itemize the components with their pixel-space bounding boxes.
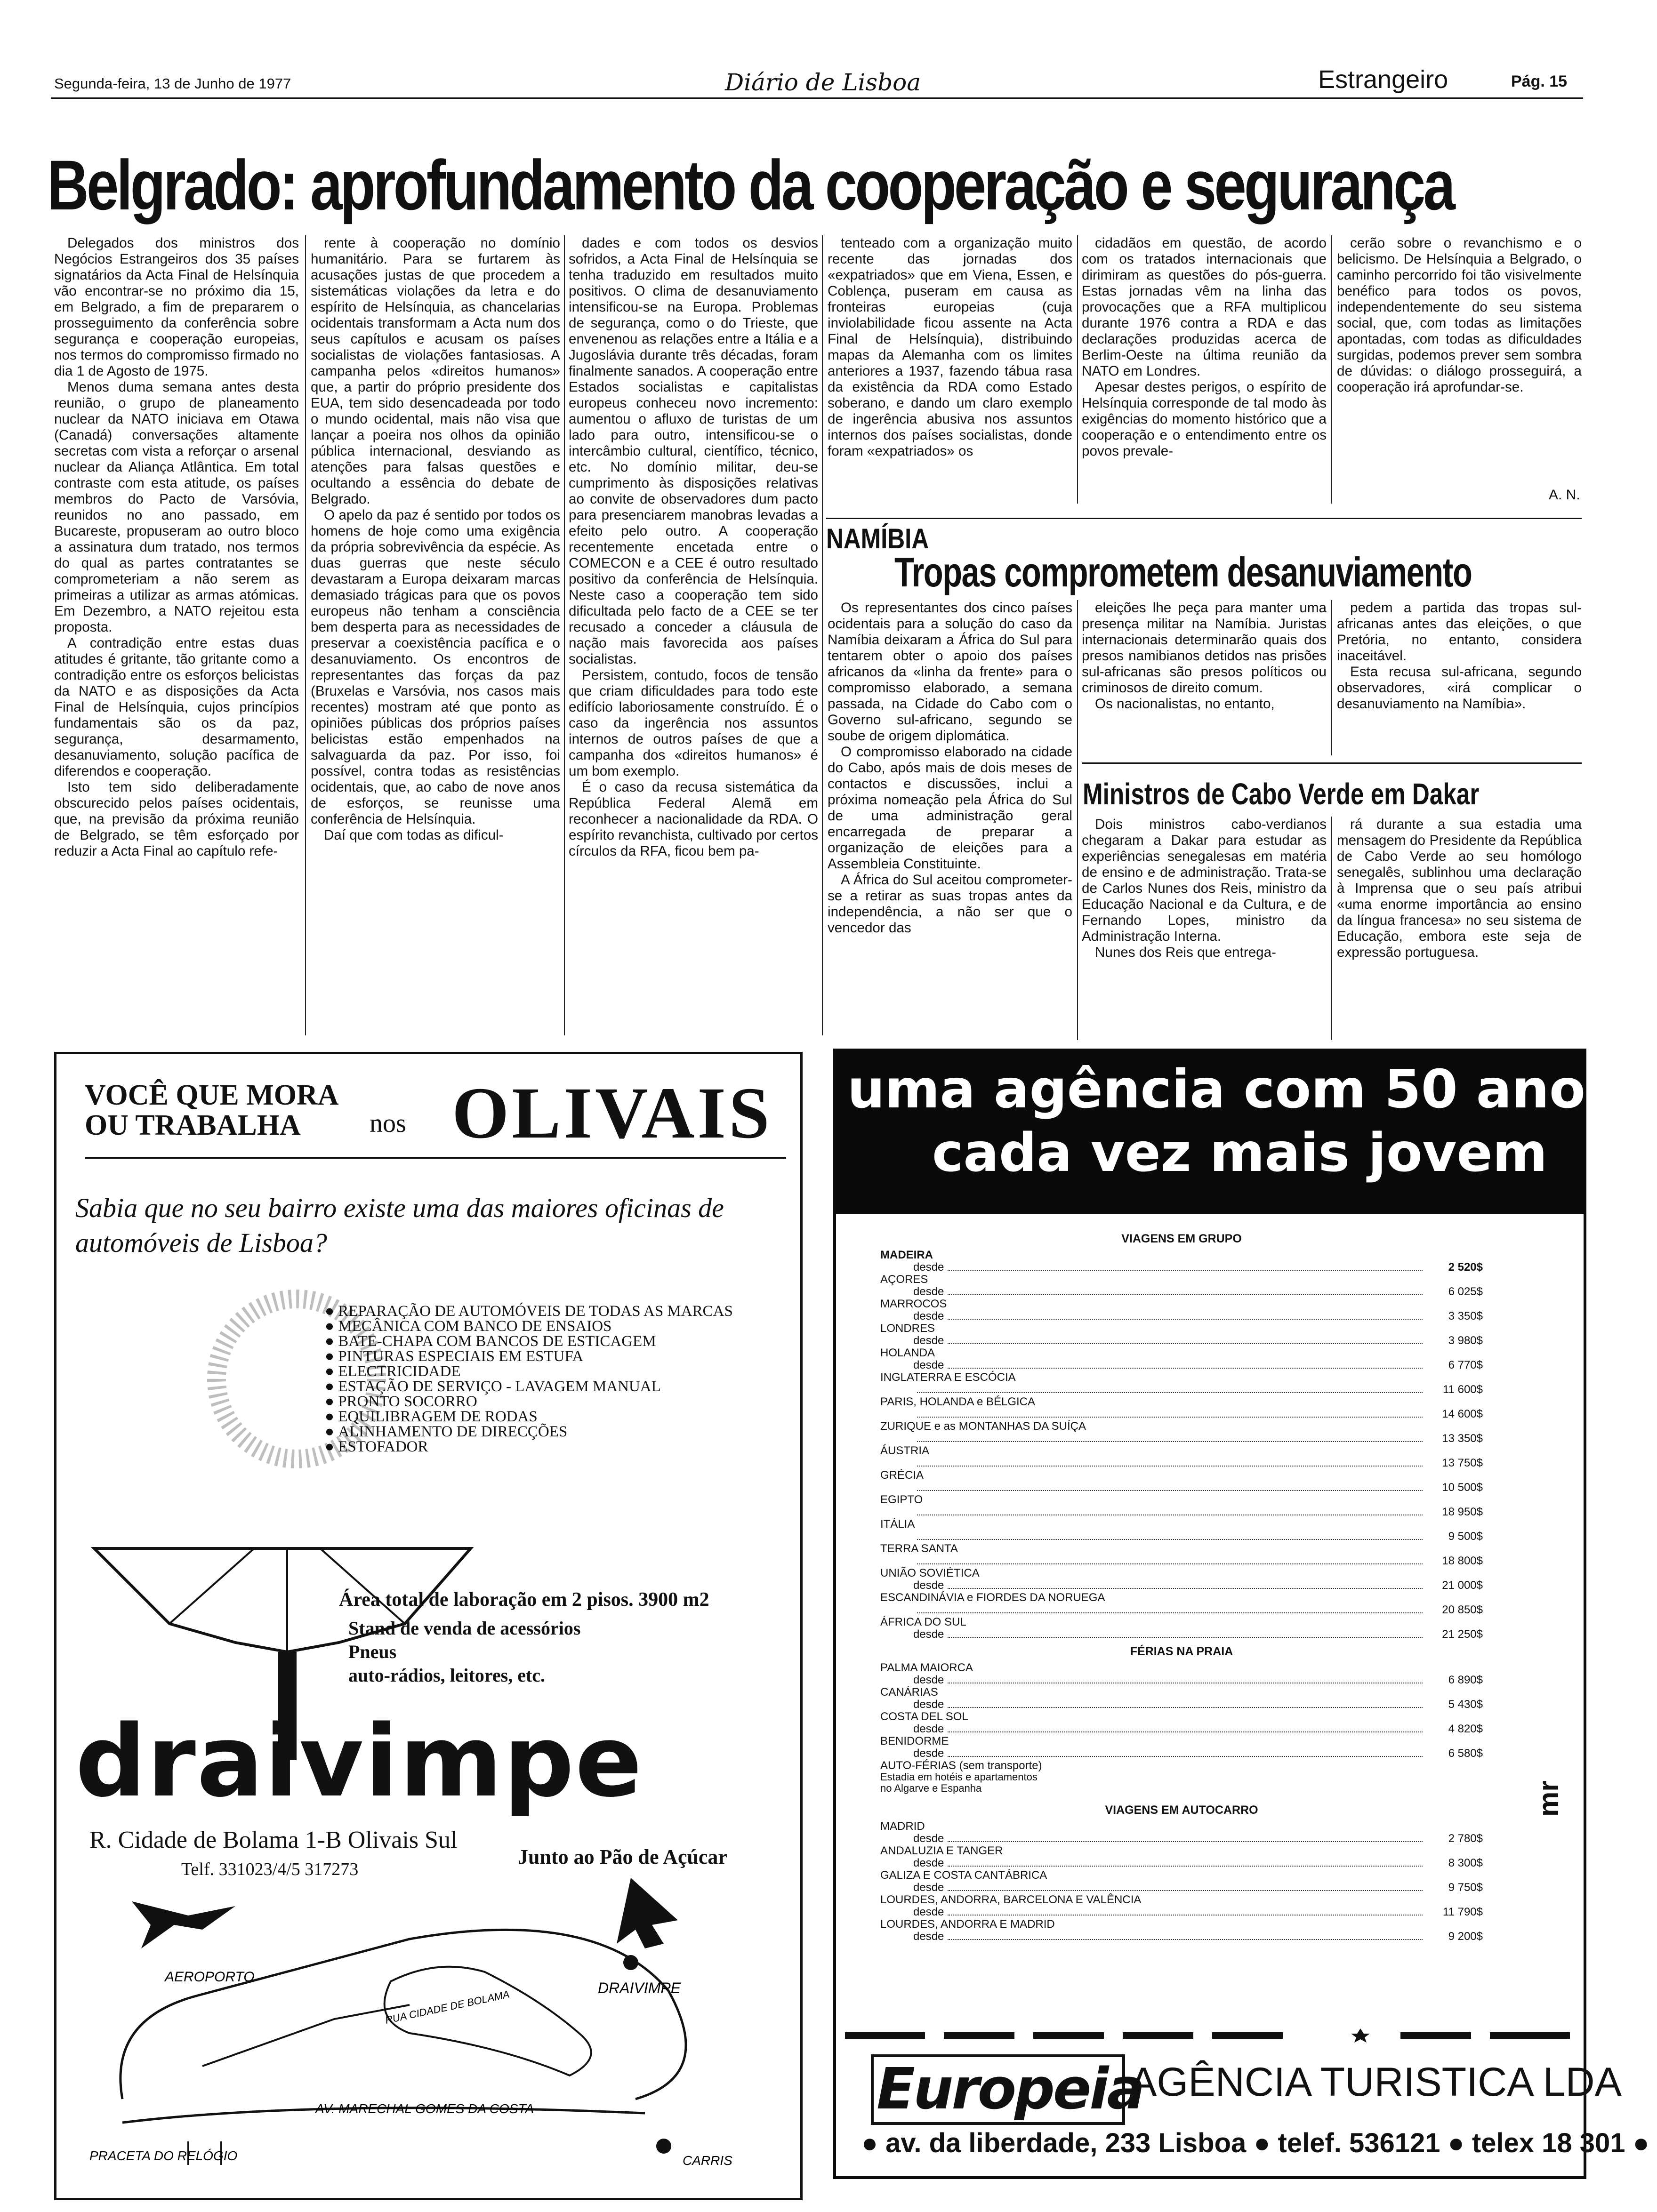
ad-floor-area: Área total de laboração em 2 pisos. 3900 m2 [339,1589,709,1611]
price-row [880,1457,1483,1470]
destination-name: LOURDES, ANDORRA, BARCELONA E VALÊNCIA [880,1893,1142,1906]
price-value: 14 600$ [1442,1408,1483,1420]
price-value: 18 950$ [1442,1506,1483,1518]
price-row [880,1674,1483,1687]
ad-place-name: OLIVAIS [452,1072,772,1154]
destination-entry [880,1617,1483,1641]
leader-dots [948,1939,1423,1940]
price-value: 18 800$ [1442,1555,1483,1567]
price-row [880,1723,1483,1736]
paragraph: Menos duma semana antes desta reunião, o grupo de planeamento nuclear da NATO iniciava em Otawa (Canadá) conversações altamente secretas com vista a reforçar o arsenal nuclear da Aliança Atlântica. Em total contraste com esta atitude, os países membros do Pacto de Varsóvia, reunidos no ano passado, em Bucareste, propuseram ao outro bloco a assinatura dum tratado, nos termos do qual as partes contratantes se comprometeriam a não serem as primeiras a utilizar as armas atómicas. Em Dezembro, a NATO rejeitou esta proposta. [54,379,299,635]
destination-entry [880,1250,1483,1274]
price-value: 3 980$ [1448,1334,1483,1347]
price-value: 3 350$ [1448,1310,1483,1322]
destination-entry [880,1445,1483,1470]
map-label-carris: CARRIS [683,2153,732,2168]
service-item: ● PINTURAS ESPECIAIS EM ESTUFA [325,1349,733,1364]
leader-dots [948,1637,1423,1638]
paragraph: Os representantes dos cinco países ocidentais para a solução do caso da Namíbia deixaram a África do Sul para tentarem obter o apoio dos países africanos da «linha da frente» para o compromisso elaborado, a semana passada, na Cidade do Cabo com o Governo sul-africano, segundo se soube de origem diplomática. [828,600,1072,744]
caboverde-column-1 [1082,817,1327,1047]
price-value: 6 025$ [1448,1285,1483,1298]
price-row [880,1698,1483,1711]
destination-entry [880,1372,1483,1396]
paragraph: Isto tem sido deliberadamente obscurecido pelos países ocidentais, que, na previsão da próxima reunião de Belgrado, se têm esforçado por reduzir a Acta Final ao capítulo refe- [54,779,299,859]
price-value: 2 780$ [1448,1832,1483,1845]
auto-ferias: AUTO-FÉRIAS (sem transporte) [880,1759,1042,1772]
map-label-avenue: AV. MARECHAL GOMES DA COSTA [315,2101,534,2116]
price-qualifier: desde [913,1930,944,1943]
destination-name: PARIS, HOLANDA e BÉLGICA [880,1395,1036,1408]
lead-column-6 [1337,235,1582,480]
leader-dots [948,1731,1423,1732]
service-item: ● ESTAÇÃO DE SERVIÇO - LAVAGEM MANUAL [325,1379,733,1394]
destination-name: PALMA MAIORCA [880,1661,973,1674]
leader-dots [917,1392,1423,1393]
namibia-column-1 [828,600,1072,1047]
location-marker-icon [623,1955,638,1970]
price-value: 9 750$ [1448,1881,1483,1894]
destination-entry [880,1919,1483,1943]
price-row [880,1530,1483,1543]
ad-tagline: Sabia que no seu bairro existe uma das maiores oficinas de automóveis de Lisboa? [75,1193,724,1258]
leader-dots [948,1707,1423,1708]
ad-intro-line-2: OU TRABALHA [85,1109,301,1141]
destination-name: LOURDES, ANDORRA E MADRID [880,1918,1055,1931]
price-row [880,1603,1483,1617]
paragraph: Persistem, contudo, focos de tensão que criam dificuldades para todo este edifício laboriosamente construído. É o caso da ingerência nos assuntos internos de outros países de que a campanha dos «direitos humanos» é um bom exemplo. [569,667,818,779]
paragraph: Os nacionalistas, no entanto, [1095,696,1275,712]
price-row [880,1857,1483,1870]
destination-entry [880,1543,1483,1568]
paragraph: eleições lhe peça para manter uma presença militar na Namíbia. Juristas internacionais determinarão quais dos presos namibianos detidos nas prisões sul-africanas são presos políticos ou criminosos de direito comum. [1082,600,1327,696]
agency-mark: mr [1533,1780,1564,1817]
leader-dots [917,1441,1423,1442]
destination-entry [880,1396,1483,1421]
lead-column-4 [828,235,1072,513]
destination-name: GRÉCIA [880,1469,924,1482]
destination-entry [880,1274,1483,1298]
leader-dots [948,1866,1423,1867]
masthead: Diário de Lisboa [725,69,921,96]
service-item: ● MECÂNICA COM BANCO DE ENSAIOS [325,1319,733,1334]
paragraph: Daí que com todas as dificul- [324,827,504,843]
lead-column-1 [54,235,299,1045]
leader-dots [917,1417,1423,1418]
service-item: ● ELECTRICIDADE [325,1364,733,1379]
destination-name: BENIDORME [880,1735,949,1747]
price-value: 20 850$ [1442,1603,1483,1616]
paragraph: cidadãos em questão, de acordo com os tratados internacionais que dirimiram as questões do pós-guerra. Estas jornadas vêm na linha das provocações que a RFA multiplicou durante 1976 contra a RDA e das declarações produzidas acerca de Berlim-Oeste na última reunião da NATO em Londres. [1082,235,1327,379]
services-list [325,1304,733,1454]
price-value: 21 250$ [1442,1628,1483,1641]
destination-name: TERRA SANTA [880,1542,958,1555]
paragraph: Esta recusa sul-africana, segundo observadores, «irá complicar o desanuviamento na Namíbia». [1337,664,1582,712]
paragraph: A contradição entre estas duas atitudes é gritante, tão gritante como a contradição entre os esforços belicistas da NATO e as disposições da Acta Final de Helsínquia, cujos princípios fundamentais são os da paz, segurança, desarmamento, desanuviamento, solução pacífica de diferendos e cooperação. [54,635,299,779]
destination-entry [880,1845,1483,1870]
paragraph: A África do Sul aceitou comprometer-se a retirar as suas tropas antes da independência, a não ser que o vencedor das [828,872,1072,936]
ad-stand: Stand de venda de acessórios [348,1618,581,1639]
ad-phone: Telf. 331023/4/5 317273 [181,1859,359,1879]
leader-dots [948,1343,1423,1344]
beach-holidays-list [880,1662,1483,1760]
destination-name: ÁUSTRIA [880,1444,930,1457]
price-value: 21 000$ [1442,1579,1483,1592]
ad-landmark: Junto ao Pão de Açúcar [518,1845,727,1868]
destination-entry [880,1711,1483,1736]
coach-travel-list [880,1821,1483,1943]
destination-entry [880,1347,1483,1372]
price-row [880,1906,1483,1919]
location-map [80,1878,786,2179]
leader-dots [948,1270,1423,1271]
ad-address: R. Cidade de Bolama 1-B Olivais Sul [89,1827,458,1853]
destination-entry [880,1470,1483,1494]
destination-name: MADEIRA [880,1249,933,1261]
namibia-column-3 [1337,600,1582,755]
slogan-line-2: cada vez mais jovem [932,1122,1548,1184]
price-qualifier: desde [913,1674,944,1686]
price-row [880,1555,1483,1568]
price-value: 6 770$ [1448,1359,1483,1371]
destination-name: ÁFRICA DO SUL [880,1616,966,1628]
price-row [880,1506,1483,1519]
caboverde-column-2 [1337,817,1582,1047]
price-qualifier: desde [913,1832,944,1845]
author-initials: A. N. [1549,487,1580,503]
service-item: ● REPARAÇÃO DE AUTOMÓVEIS DE TODAS AS MARCAS [325,1304,733,1319]
price-qualifier: desde [913,1579,944,1592]
price-qualifier: desde [913,1698,944,1711]
price-qualifier: desde [913,1310,944,1322]
column-rule [564,235,565,1035]
group-travel-list [880,1250,1483,1641]
paragraph: Dois ministros cabo-verdianos chegaram a Dakar para estudar as experiências senegalesas em matéria de ensino e de administração. Trata-se de Carlos Nunes dos Reis, ministro da Educação Nacional e da Cultura, e de Fernando Lopes, ministro da Administração Interna. [1082,817,1327,944]
price-row [880,1383,1483,1396]
section-rule [826,518,1582,519]
price-value: 8 300$ [1448,1857,1483,1869]
map-label-praceta: PRACETA DO RELÓGIO [89,2148,238,2163]
price-row [880,1628,1483,1641]
price-qualifier: desde [913,1747,944,1760]
ad-extras [348,1617,580,1687]
leader-dots [948,1890,1423,1891]
leader-dots [948,1841,1423,1842]
paragraph: Nunes dos Reis que entrega- [1095,945,1276,960]
price-value: 5 430$ [1448,1698,1483,1711]
paragraph: pedem a partida das tropas sul-africanas antes das eleições, o que Pretória, no entanto, considera inaceitável. [1337,600,1582,664]
destination-name: CANÁRIAS [880,1686,938,1699]
ad-divider [85,1157,786,1159]
leader-dots [948,1756,1423,1757]
price-qualifier: desde [913,1628,944,1641]
destination-name: COSTA DEL SOL [880,1710,968,1723]
destination-entry [880,1894,1483,1919]
price-value: 4 820$ [1448,1723,1483,1735]
ad-intro [85,1080,339,1140]
price-value: 11 600$ [1443,1383,1483,1396]
caboverde-headline: Ministros de Cabo Verde em Dakar [1083,777,1480,811]
column-rule [1331,817,1332,1040]
ad-autoradios: auto-rádios, leitores, etc. [348,1665,546,1686]
price-value: 10 500$ [1442,1481,1483,1494]
paragraph: cerão sobre o revanchismo e o belicismo. De Helsínquia a Belgrado, o caminho percorrido foi tão visivelmente benéfico para todos os povos, independentemente do seu sistema social, que, com todas as limitações apontadas, com todas as dificuldades surgidas, podemos prever sem sombra de dúvidas: o diálogo prosseguirá, a cooperação irá aprofundar-se. [1337,235,1582,395]
paragraph: rá durante a sua estadia uma mensagem do Presidente da República de Cabo Verde ao seu homólogo senegalês, sublinhou uma declaração à Imprensa que o seu país atribui «uma enorme importância ao ensino da língua francesa» no seu sistema de Educação, embora este seja de expressão portuguesa. [1337,817,1582,960]
price-qualifier: desde [913,1285,944,1298]
paragraph: rente à cooperação no domínio humanitário. Para se furtarem às acusações justas de que procedem a sistemáticas violações da letra e do espírito de Helsínquia, as chancelarias ocidentais transformam a Acta num dos seus capítulos e acusam os países socialistas de violações fantasiosas. A campanha pelos «direitos humanos» que, a partir do próprio presidente dos EUA, tem sido desencadeada por todo o mundo ocidental, mais não visa que lançar a poeira nos olhos da opinião pública internacional, desviando as atenções para falsas questões e ocultando a essência do debate de Belgrado. [311,235,560,507]
column-rule [822,235,823,1035]
price-row [880,1747,1483,1760]
lead-column-2 [311,235,560,1045]
leader-dots [917,1490,1423,1491]
namibia-column-2 [1082,600,1327,755]
destination-name: GALIZA E COSTA CANTÁBRICA [880,1869,1047,1882]
price-qualifier: desde [913,1261,944,1274]
destination-entry [880,1519,1483,1543]
price-qualifier: desde [913,1723,944,1735]
europeia-logo: Europeia [877,2057,1143,2122]
map-label-draivimpe: DRAIVIMPE [598,1980,681,1996]
column-rule [1077,235,1078,504]
price-value: 6 580$ [1448,1747,1483,1760]
price-qualifier: desde [913,1857,944,1869]
price-row [880,1310,1483,1323]
service-item: ● ALINHAMENTO DE DIRECÇÕES [325,1424,733,1439]
price-value: 9 500$ [1448,1530,1483,1543]
service-item: ● PRONTO SOCORRO [325,1394,733,1409]
namibia-kicker: NAMÍBIA [826,523,929,554]
ad-intro-line-1: VOCÊ QUE MORA [85,1079,339,1111]
price-row [880,1285,1483,1298]
leader-dots [917,1466,1423,1467]
destination-name: MARROCOS [880,1298,947,1310]
service-item: ● BATE-CHAPA COM BANCOS DE ESTICAGEM [325,1334,733,1349]
map-label-street: RUA CIDADE DE BOLAMA [384,1988,511,2026]
paragraph: O apelo da paz é sentido por todos os homens de hoje como uma exigência da própria sobrevivência da espécie. As duas guerras que neste século devastaram a Europa deixaram marcas demasiado trágicas para que os povos europeus não tenham a consciência bem desperta para as necessidades de preservar a coexistência pacífica e o desanuviamento. Os encontros de representantes das forças da paz (Bruxelas e Varsóvia, nos casos mais recentes) mostram até que ponto as opiniões públicas dos próprios países belicistas estão empenhados na salvaguarda da paz. Por isso, foi possível, contra todas as resistências ocidentais, que, ao cabo de nove anos de esforços, se reunisse uma conferência de Helsínquia. [311,507,560,827]
destination-entry [880,1821,1483,1845]
price-qualifier: desde [913,1881,944,1894]
destination-entry [880,1870,1483,1894]
lead-column-5 [1082,235,1327,513]
price-row [880,1432,1483,1445]
price-list [880,1228,1483,1943]
draivimpe-logo: draivimpe [75,1704,643,1819]
lead-column-3 [569,235,818,1045]
destination-name: EGIPTO [880,1493,923,1506]
column-rule [305,235,306,1035]
destination-entry [880,1421,1483,1445]
agency-contact: ● av. da liberdade, 233 Lisboa ● telef. 536121 ● telex 18 301 ● [861,2128,1649,2158]
page-number: Pág. 15 [1511,72,1568,90]
price-value: 11 790$ [1443,1906,1483,1918]
slogan-line-1: uma agência com 50 anos [847,1059,1617,1120]
destination-entry [880,1736,1483,1760]
paragraph: Apesar destes perigos, o espírito de Helsínquia corresponde de tal modo às exigências do momento histórico que a cooperação e o entendimento entre os povos prevale- [1082,379,1327,459]
destination-name: INGLATERRA E ESCÓCIA [880,1371,1016,1384]
destination-name: ZURIQUE e as MONTANHAS DA SUÍÇA [880,1420,1086,1433]
destination-name: HOLANDA [880,1346,935,1359]
section-name: Estrangeiro [1318,65,1448,94]
price-row [880,1261,1483,1274]
destination-name: ANDALUZIA E TANGER [880,1844,1003,1857]
agency-name: AGÊNCIA TURISTICA LDA [1130,2060,1622,2105]
coach-travel-title: VIAGENS EM AUTOCARRO [1105,1803,1258,1817]
destination-name: ESCANDINÁVIA e FIORDES DA NORUEGA [880,1591,1105,1604]
destination-name: AÇORES [880,1273,928,1286]
column-rule [1077,600,1078,1040]
paragraph: dades e com todos os desvios sofridos, a Acta Final de Helsínquia se tenha traduzido em resultados muito positivos. O clima de desanuviamento intensificou-se na Europa. Problemas de segurança, como o do Trieste, que envenenou as relações entre a Itália e a Jugoslávia durante três décadas, foram finalmente sanados. A cooperação entre Estados socialistas e capitalistas europeus conheceu novo incremento: aumentou o afluxo de turistas de um lado para outro, intensificou-se o intercâmbio cultural, científico, técnico, etc. No domínio militar, deu-se cumprimento às disposições relativas ao convite de observadores dum pacto para presenciarem manobras levadas a efeito pelo outro. A cooperação recentemente encetada entre o COMECON e a CEE é outro resultado positivo da conferência de Helsínquia. Neste caso a cooperação tem sido dificultada pelo facto de a CEE se ter recusado a conceder a cláusula de nação mais favorecida aos países socialistas. [569,235,818,667]
paragraph: Delegados dos ministros dos Negócios Estrangeiros dos 35 países signatários da Acta Final de Helsínquia vão encontrar-se no próximo dia 15, em Belgrado, a fim de prepararem o prosseguimento da conferência sobre segurança e cooperação europeias, nos termos do compromisso firmado no dia 1 de Agosto de 1975. [54,235,299,379]
price-qualifier: desde [913,1359,944,1371]
ad-pneus: Pneus [348,1641,397,1662]
destination-entry [880,1494,1483,1519]
price-value: 2 520$ [1448,1261,1483,1274]
destination-name: ITÁLIA [880,1518,915,1531]
destination-entry [880,1687,1483,1711]
price-qualifier: desde [913,1334,944,1347]
service-item: ● ESTOFADOR [325,1439,733,1454]
leader-dots [917,1539,1423,1540]
paragraph: tenteado com a organização muito recente das jornadas dos «expatriados» que em Viena, Essen, e Coblença, puseram em causa as fronteiras europeias (cuja inviolabilidade ficou assente na Acta Final de Helsínquia), distribuindo mapas da Alemanha com os limites anteriores a 1937, fazendo tábua rasa da existência da RDA como Estado soberano, e dando um claro exemplo de ingerência abusiva nos assuntos internos dos países socialistas, donde foram «expatriados» os [828,235,1072,459]
auto-ferias-note: Estadia em hotéis e apartamentos no Algarve e Espanha [880,1771,1038,1794]
column-rule [1331,235,1332,504]
destination-entry [880,1298,1483,1323]
service-item: ● EQUILIBRAGEM DE RODAS [325,1409,733,1424]
map-label-airport: AEROPORTO [165,1969,255,1985]
star-icon [1351,2028,1370,2043]
leader-dots [917,1563,1423,1564]
leader-dots [948,1294,1423,1295]
price-row [880,1832,1483,1845]
header-rule [51,97,1583,99]
group-travel-title: VIAGENS EM GRUPO [1121,1232,1242,1245]
column-rule [1331,600,1332,755]
price-row [880,1359,1483,1372]
issue-date: Segunda-feira, 13 de Junho de 1977 [54,75,291,92]
airplane-icon [132,1901,235,1948]
leader-dots [948,1588,1423,1589]
paragraph: É o caso da recusa sistemática da República Federal Alemã em reconhecer a nacionalidade da RDA. O espírito revanchista, cultivado por certos círculos da RFA, ficou bem pa- [569,779,818,859]
destination-name: UNIÃO SOVIÉTICA [880,1567,980,1579]
leader-dots [948,1368,1423,1369]
decorative-dash-bar [845,2028,1575,2043]
price-row [880,1334,1483,1347]
price-value: 13 350$ [1442,1432,1483,1445]
beach-holidays-title: FÉRIAS NA PRAIA [1130,1645,1233,1658]
price-qualifier: desde [913,1906,944,1918]
price-row [880,1408,1483,1421]
leader-dots [917,1612,1423,1613]
destination-entry [880,1592,1483,1617]
destination-name: LONDRES [880,1322,935,1335]
price-row [880,1481,1483,1494]
price-row [880,1579,1483,1592]
destination-entry [880,1323,1483,1347]
section-rule [1082,762,1582,764]
leader-dots [948,1319,1423,1320]
price-value: 6 890$ [1448,1674,1483,1686]
namibia-headline: Tropas comprometem desanuviamento [894,549,1472,595]
arrow-icon [617,1878,678,1948]
destination-entry [880,1568,1483,1592]
price-value: 13 750$ [1442,1457,1483,1469]
price-row [880,1930,1483,1943]
price-value: 9 200$ [1448,1930,1483,1943]
lead-headline: Belgrado: aprofundamento da cooperação e segurança [47,145,1453,224]
bus-stop-icon [656,2139,671,2154]
paragraph: O compromisso elaborado na cidade do Cabo, após mais de dois meses de contactos e discussões, inclui a próxima nomeação pela África do Sul de uma administração geral encarregada de preparar a organização de eleições para a Assembleia Constituinte. [828,744,1072,872]
destination-entry [880,1662,1483,1687]
price-row [880,1881,1483,1894]
ad-nos: nos [370,1109,406,1138]
destination-name: MADRID [880,1820,925,1833]
